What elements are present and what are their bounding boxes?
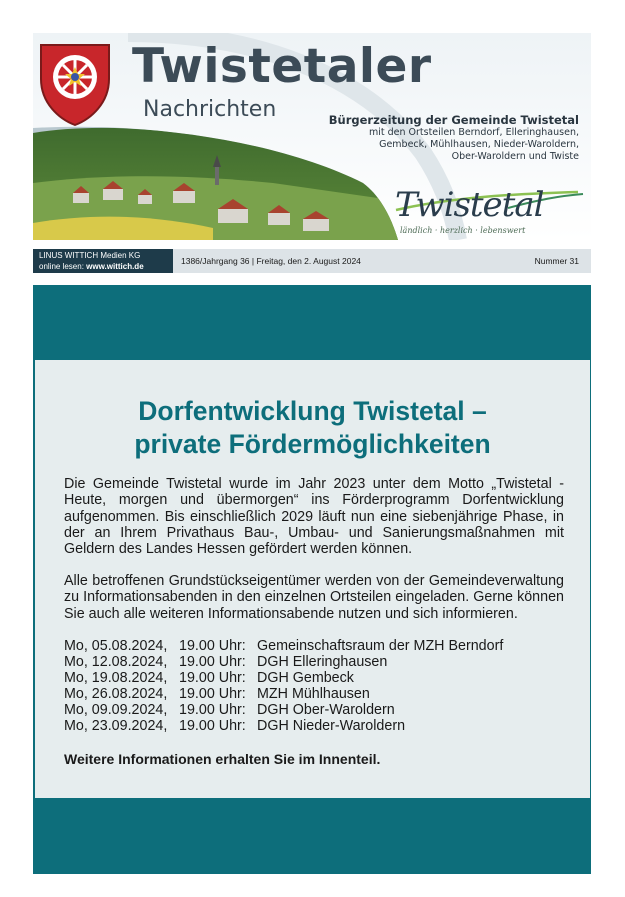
- schedule-place: Gemeinschaftsraum der MZH Berndorf: [257, 638, 504, 654]
- schedule-row: [64, 670, 503, 686]
- twistetal-logo-slogan: ländlich · herzlich · lebenswert: [400, 226, 526, 235]
- schedule-time: 19.00 Uhr:: [179, 702, 246, 719]
- online-url[interactable]: www.wittich.de: [86, 262, 144, 271]
- issue-number: Nummer 31: [534, 256, 579, 266]
- masthead-tagline: [329, 113, 579, 163]
- schedule-time: 19.00 Uhr:: [179, 670, 246, 687]
- schedule-time: 19.00 Uhr:: [179, 718, 246, 735]
- publisher-online: [39, 261, 173, 272]
- masthead-subtitle: Nachrichten: [143, 97, 277, 122]
- issue-date: 1386/Jahrgang 36 | Freitag, den 2. August 2024: [181, 256, 361, 266]
- publisher-name: LINUS WITTICH Medien KG: [39, 251, 141, 260]
- online-prefix: online lesen:: [39, 262, 87, 271]
- tagline-line: mit den Ortsteilen Berndorf, Elleringhausen,: [368, 127, 579, 138]
- schedule-date: Mo, 12.08.2024,: [64, 654, 168, 671]
- schedule-time: 19.00 Uhr:: [179, 638, 246, 654]
- schedule-place: DGH Gembeck: [257, 670, 354, 687]
- schedule-row: [64, 702, 503, 718]
- schedule-row: [64, 686, 503, 702]
- schedule-time: 19.00 Uhr:: [179, 654, 246, 671]
- coat-of-arms-icon: [35, 39, 115, 129]
- schedule-place: DGH Nieder-Waroldern: [257, 718, 406, 735]
- schedule-row: [64, 718, 503, 734]
- tagline-line: Ober-Waroldern und Twiste: [451, 151, 579, 162]
- schedule-row: [64, 638, 503, 654]
- schedule-date: Mo, 09.09.2024,: [64, 702, 168, 719]
- article-paragraph-2: Alle betroffenen Grundstückseigentümer werden von der Gemeindeverwaltung zu Informationsabenden in den einzelnen Ortsteilen eingeladen. Gerne können Sie auch alle weiteren Informationsabende nutzen und sich informieren.: [64, 573, 564, 622]
- schedule-time: 19.00 Uhr:: [179, 686, 246, 703]
- event-schedule: [64, 638, 503, 735]
- masthead: [33, 33, 591, 240]
- masthead-title: Twistetaler: [132, 39, 432, 94]
- schedule-place: DGH Ober-Waroldern: [257, 702, 395, 719]
- schedule-date: Mo, 26.08.2024,: [64, 686, 168, 703]
- schedule-date: Mo, 19.08.2024,: [64, 670, 168, 687]
- headline-line-1: Dorfentwicklung Twistetal –: [138, 396, 487, 426]
- publisher-box: [33, 249, 173, 273]
- closing-note: Weitere Informationen erhalten Sie im Innenteil.: [64, 751, 381, 767]
- issue-info-bar: [33, 249, 591, 273]
- schedule-place: MZH Mühlhausen: [257, 686, 370, 703]
- schedule-date: Mo, 23.09.2024,: [64, 718, 168, 735]
- tagline-main: Bürgerzeitung der Gemeinde Twistetal: [328, 113, 579, 127]
- headline-line-2: private Fördermöglichkeiten: [134, 429, 491, 459]
- schedule-row: [64, 654, 503, 670]
- tagline-line: Gembeck, Mühlhausen, Nieder-Waroldern,: [379, 139, 579, 150]
- article-paragraph-1: Die Gemeinde Twistetal wurde im Jahr 2023 unter dem Motto „Twistetal - Heute, morgen und übermorgen“ ins Förderprogramm Dorfentwicklung aufgenommen. Bis einschließlich 2029 läuft nun eine siebenjährige Phase, in der an Ihrem Privathaus Bau-, Umbau- und Sanierungsmaßnahmen mit Geldern des Landes Hessen gefördert werden können.: [64, 476, 564, 558]
- twistetal-logo-text: Twistetal: [395, 185, 544, 225]
- schedule-date: Mo, 05.08.2024,: [64, 638, 168, 654]
- schedule-place: DGH Elleringhausen: [257, 654, 388, 671]
